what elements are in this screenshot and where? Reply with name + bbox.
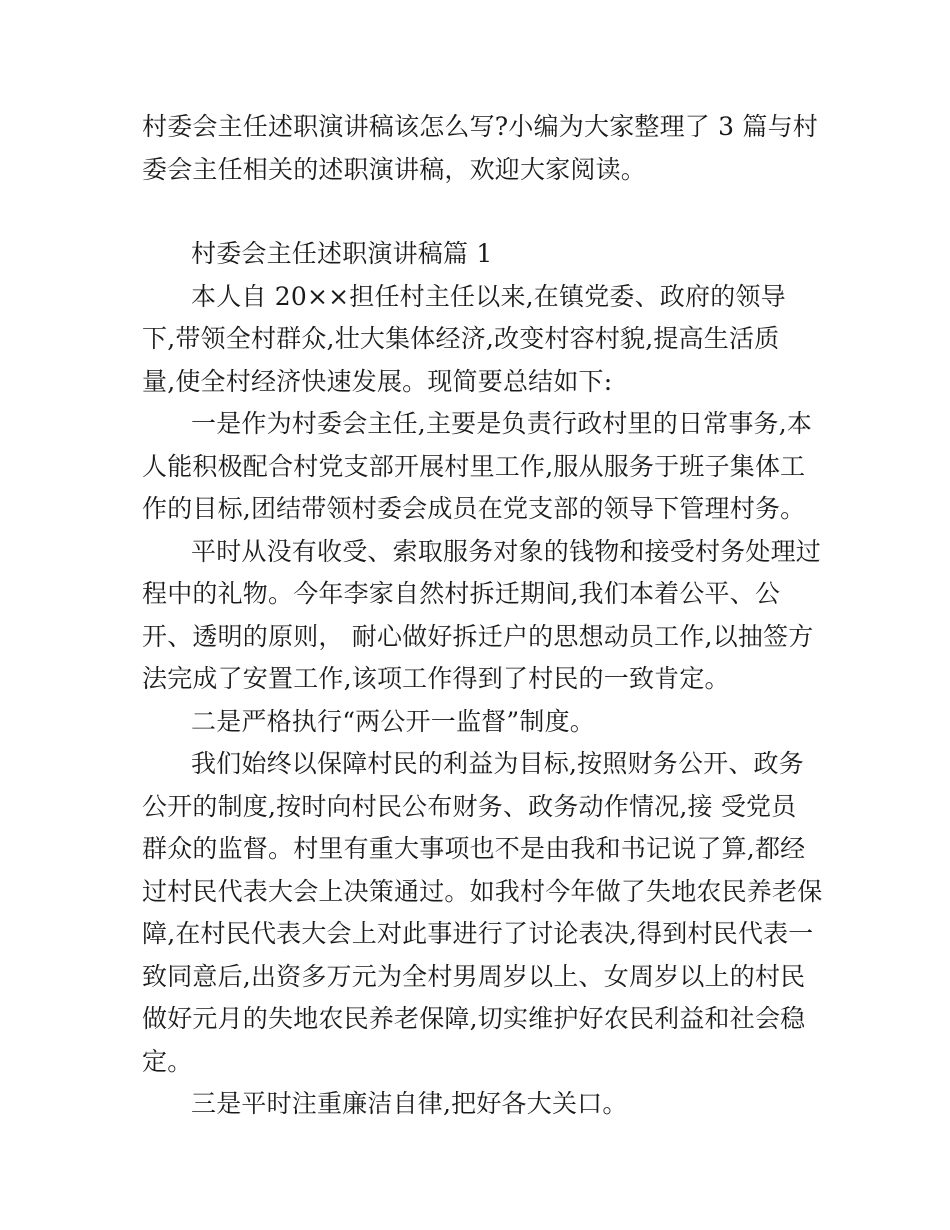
section-heading: 村委会主任述职演讲稿篇 1: [191, 239, 493, 268]
text-line: 群众的监督。村里有重大事项也不是由我和书记说了算,都经: [142, 834, 806, 863]
text-line: 致同意后,出资多万元为全村男周岁以上、女周岁以上的村民: [142, 961, 806, 991]
body-text: [142, 233, 823, 1126]
text-line: 委会主任相关的述职演讲稿，欢迎大家阅读。: [142, 154, 647, 184]
text-line: 一是作为村委会主任,主要是负责行政村里的日常事务,本: [191, 409, 813, 438]
text-line: 村委会主任述职演讲稿该怎么写?小编为大家整理了 3 篇与村: [142, 112, 819, 141]
text-line: 下,带领全村群众,壮大集体经济,改变村容村貌,提高生活质: [142, 324, 780, 353]
text-line: 开、透明的原则， 耐心做好拆迁户的思想动员工作,以抽签方: [142, 621, 814, 651]
text-line: 人能积极配合村党支部开展村里工作,服从服务于班子集体工: [142, 451, 806, 481]
text-line: 二是严格执行“两公开一监督”制度。: [191, 706, 595, 736]
text-line: 本人自 20××担任村主任以来,在镇党委、政府的领导: [191, 281, 786, 311]
text-line: 平时从没有收受、索取服务对象的钱物和接受村务处理过: [191, 536, 822, 566]
intro-paragraph: [142, 106, 819, 191]
text-line: 我们始终以保障村民的利益为目标,按照财务公开、政务: [191, 749, 804, 778]
text-line: 三是平时注重廉洁自律,把好各大关口。: [191, 1089, 628, 1118]
text-line: 量,使全村经济快速发展。现简要总结如下:: [142, 366, 613, 396]
text-line: 程中的礼物。今年李家自然村拆迁期间,我们本着公平、公: [142, 579, 781, 608]
text-line: 做好元月的失地农民养老保障,切实维护好农民利益和社会稳: [142, 1004, 806, 1033]
text-line: 公开的制度,按时向村民公布财务、政务动作情况,接 受党员: [142, 791, 797, 821]
text-line: 定。: [142, 1046, 193, 1076]
text-line: 法完成了安置工作,该项工作得到了村民的一致肯定。: [142, 664, 730, 693]
text-line: 作的目标,团结带领村委会成员在党支部的领导下管理村务。: [142, 494, 806, 523]
text-line: 过村民代表大会上决策通过。如我村今年做了失地农民养老保: [142, 876, 823, 906]
text-line: 障,在村民代表大会上对此事进行了讨论表决,得到村民代表一: [142, 919, 814, 948]
